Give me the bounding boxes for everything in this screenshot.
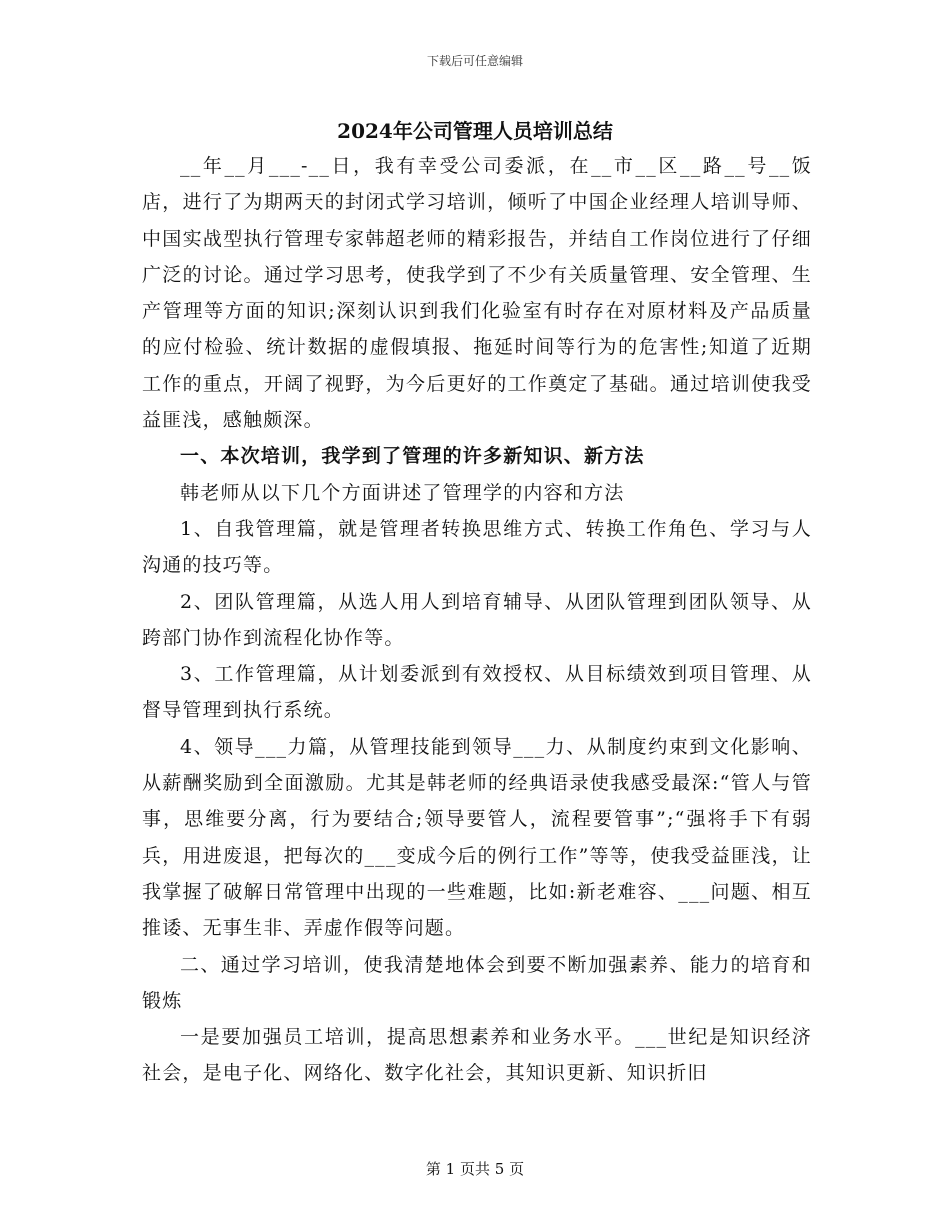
document-body [142, 148, 812, 1092]
paragraph-lead: 韩老师从以下几个方面讲述了管理学的内容和方法 [180, 481, 625, 504]
document-title: 2024年公司管理人员培训总结 [337, 119, 613, 143]
section-heading-1: 一、本次培训，我学到了管理的许多新知识、新方法 [180, 445, 645, 468]
list-item-team-management: 2、团队管理篇，从选人用人到培育辅导、从团队管理到团队领导、从跨部门协作到流程化协作等。 [142, 590, 812, 649]
paragraph-intro: __年__月___-__日，我有幸受公司委派，在__市__区__路__号__饭店，进行了为期两天的封闭式学习培训，倾听了中国企业经理人培训导师、中国实战型执行管理专家韩超老师的精彩报告，并结自工作岗位进行了仔细广泛的讨论。通过学习思考，使我学到了不少有关质量管理、安全管理、生产管理等方面的知识;深刻认识到我们化验室有时存在对原材料及产品质量的应付检验、统计数据的虚假填报、拖延时间等行为的危害性;知道了近期工作的重点，开阔了视野，为今后更好的工作奠定了基础。通过培训使我受益匪浅，感触颇深。 [142, 155, 812, 432]
section-heading-2: 二、通过学习培训，使我清楚地体会到要不断加强素养、能力的培育和锻炼 [142, 953, 812, 1012]
page-header-note: 下载后可任意编辑 [426, 54, 523, 68]
paragraph-training: 一是要加强员工培训，提高思想素养和业务水平。___世纪是知识经济社会，是电子化、网络化、数字化社会，其知识更新、知识折旧 [142, 1026, 812, 1085]
list-item-work-management: 3、工作管理篇，从计划委派到有效授权、从目标绩效到项目管理、从督导管理到执行系统。 [142, 663, 812, 722]
list-item-self-management: 1、自我管理篇，就是管理者转换思维方式、转换工作角色、学习与人沟通的技巧等。 [142, 517, 812, 577]
page-footer: 第 1 页共 5 页 [425, 1160, 525, 1178]
list-item-leadership: 4、领导___力篇，从管理技能到领导___力、从制度约束到文化影响、从薪酬奖励到全面激励。尤其是韩老师的经典语录使我感受最深:“管人与管事，思维要分离，行为要结合;领导要管人，流程要管事”;“强将手下有弱兵，用进废退，把每次的___变成今后的例行工作”等等，使我受益匪浅，让我掌握了破解日常管理中出现的一些难题，比如:新老难容、___问题、相互推诿、无事生非、弄虚作假等问题。 [142, 735, 812, 940]
